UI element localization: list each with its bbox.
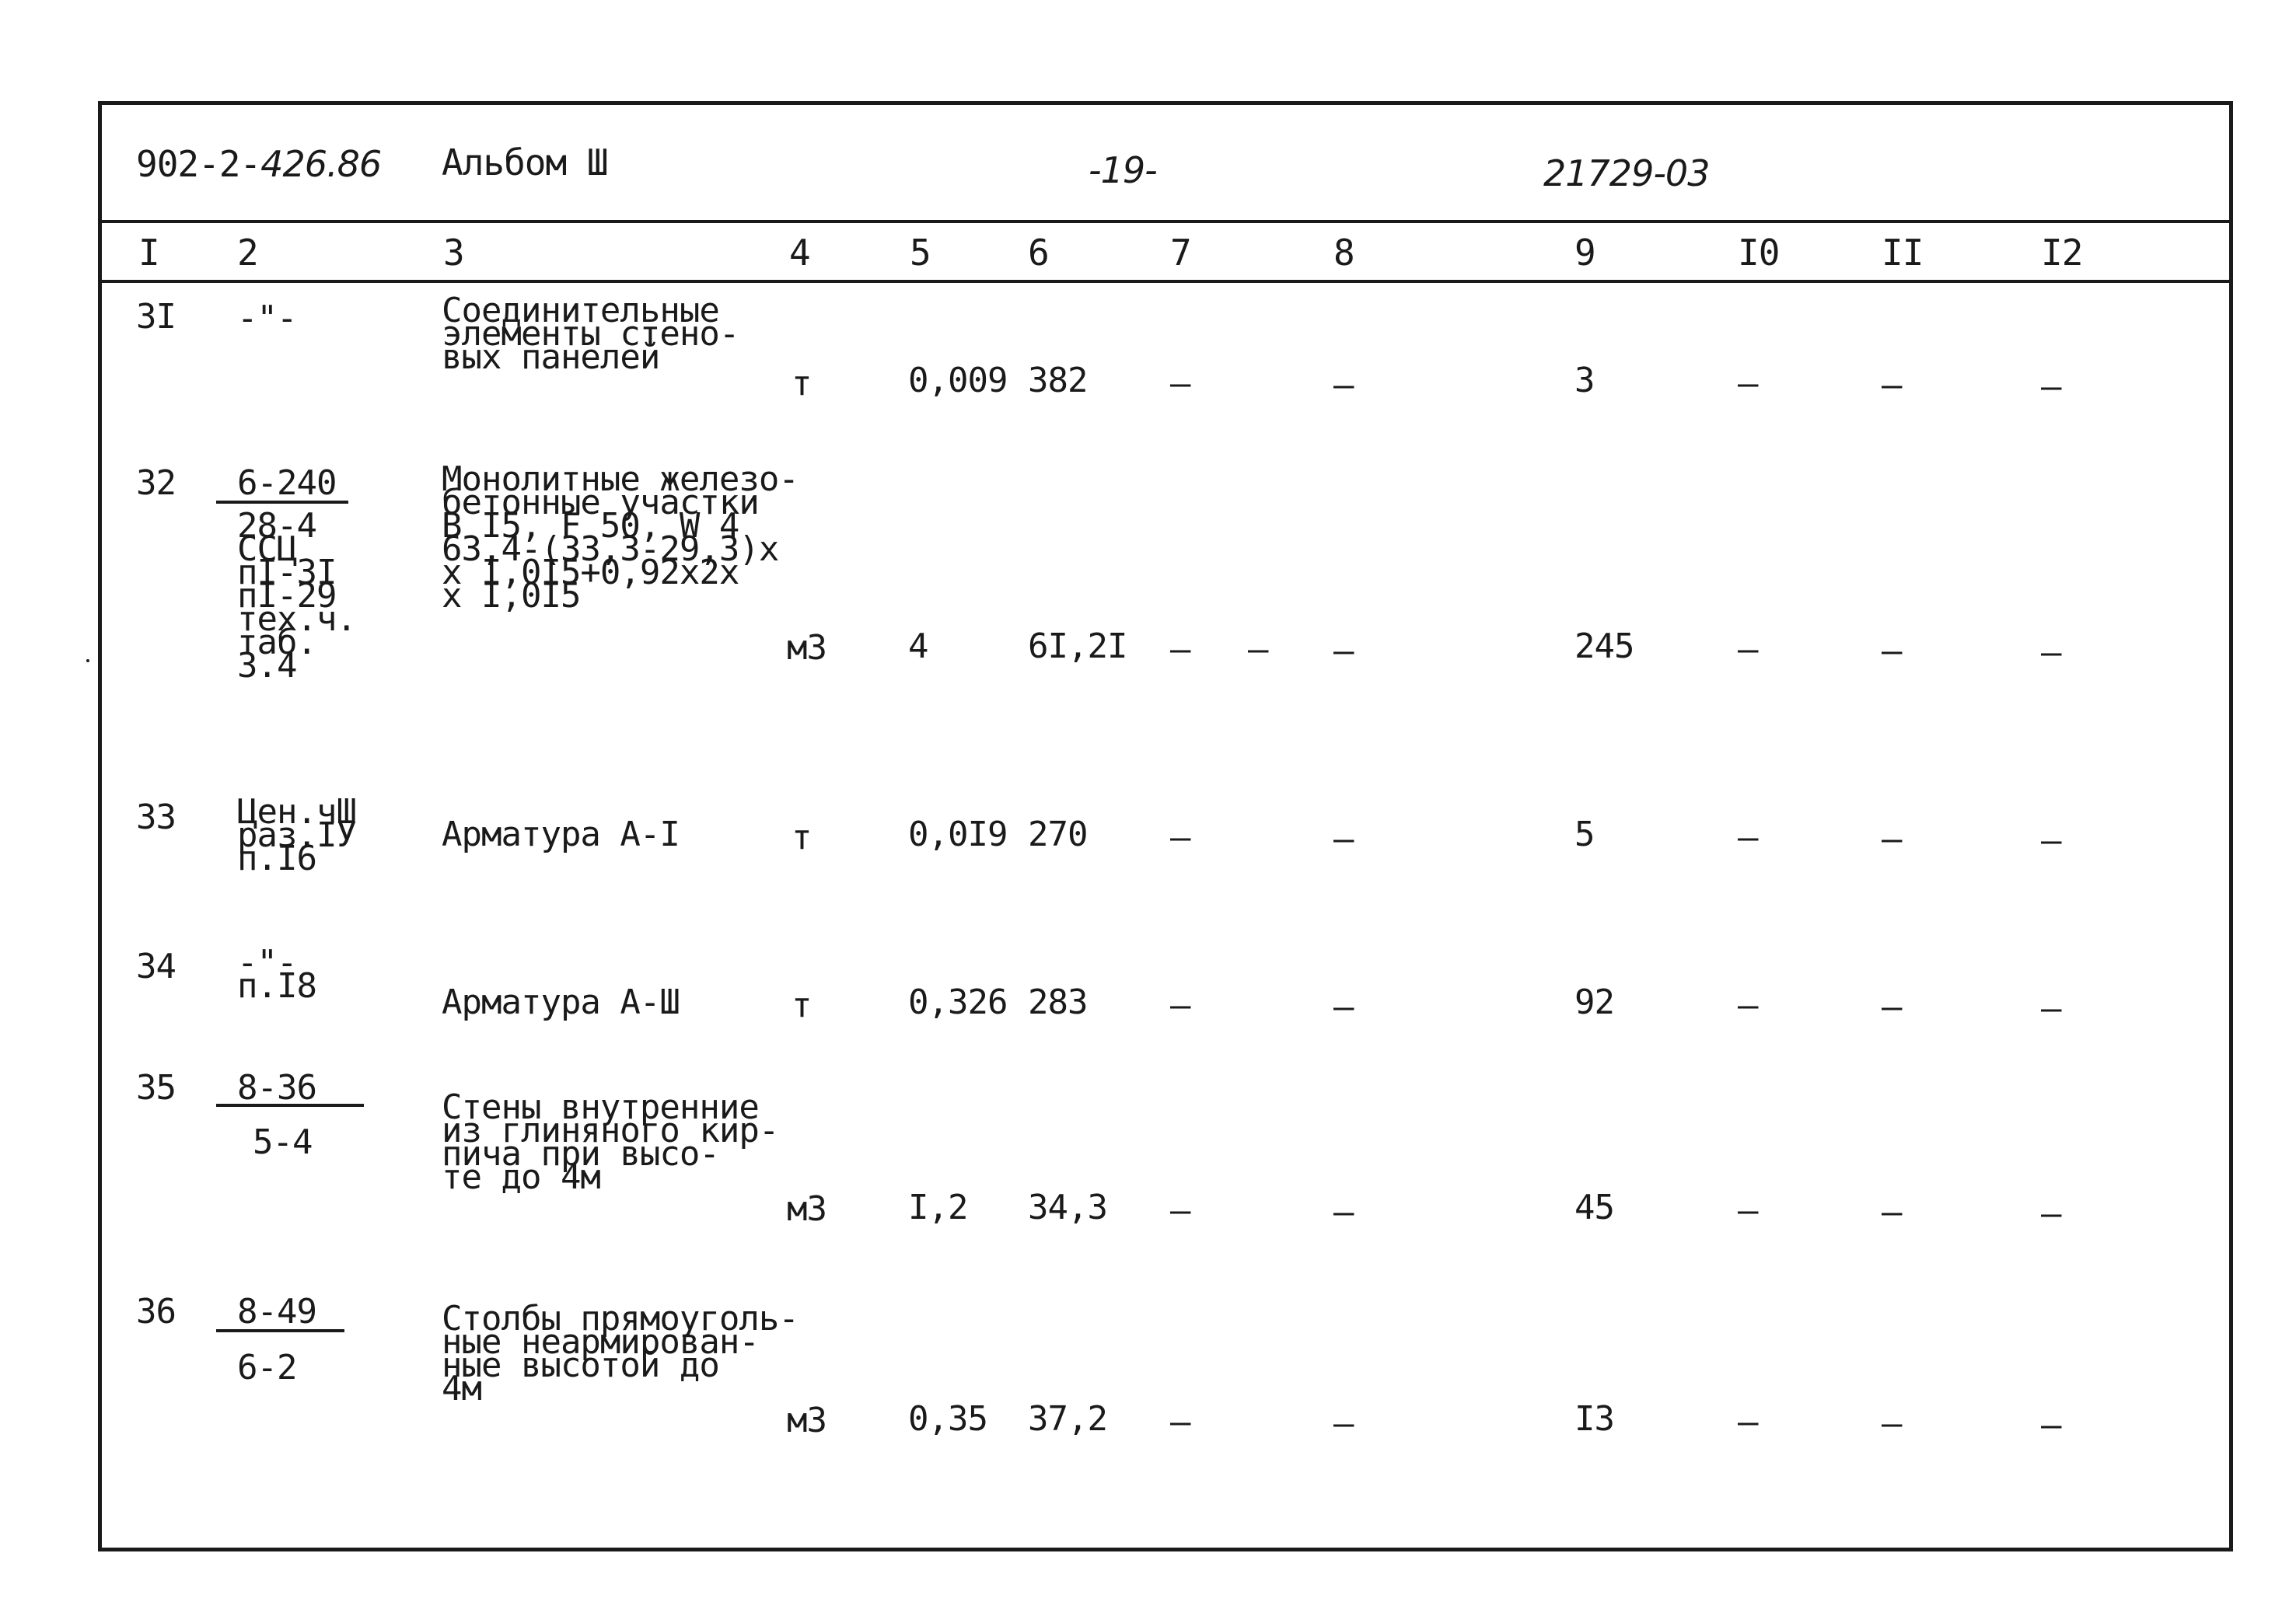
- row-col11: –: [1882, 631, 1902, 671]
- row-col8: –: [1333, 1192, 1354, 1232]
- row-code-numerator: 8-36: [237, 1068, 316, 1108]
- row-col10: –: [1738, 986, 1758, 1025]
- row-description: Монолитные железо- бетонные участки В I5, F 50, W 4 63,4-(33,3-29,3)х х I,0I5+0,92х2х х I,0I5: [442, 459, 799, 616]
- doc-code-prefix: 902-2-: [136, 143, 261, 185]
- row-number: 34: [136, 947, 176, 986]
- fraction-line: [216, 1104, 364, 1107]
- row-number: 33: [136, 798, 176, 837]
- row-col12: –: [2041, 1194, 2061, 1234]
- row-col8: –: [1333, 819, 1354, 859]
- fraction-line: [216, 1329, 344, 1332]
- row-col11: –: [1882, 365, 1902, 405]
- col-header-12: I2: [2041, 232, 2083, 274]
- doc-code: [136, 143, 382, 185]
- row-number: 3I: [136, 297, 176, 337]
- row-code-denominator: 6-2: [237, 1348, 297, 1387]
- row-price: 6I,2I: [1028, 627, 1127, 666]
- col-header-7: 7: [1170, 232, 1191, 274]
- row-col11: –: [1882, 1404, 1902, 1443]
- row-price: 270: [1028, 815, 1088, 854]
- row-description: Арматура А-I: [442, 815, 680, 854]
- row-code: Цен.чШ раз.IУ п.I6: [237, 792, 356, 878]
- row-col7: –: [1170, 364, 1190, 403]
- row-code-numerator: 8-49: [237, 1292, 316, 1332]
- row-price: 37,2: [1028, 1399, 1107, 1439]
- row-code: -"- п.I8: [237, 943, 316, 1006]
- row-quantity: 0,0I9: [908, 815, 1008, 854]
- col-header-6: 6: [1028, 232, 1049, 274]
- row-quantity: 0,326: [908, 983, 1008, 1022]
- row-unit: т: [792, 364, 812, 403]
- col-header-5: 5: [910, 232, 931, 274]
- row-unit: м3: [787, 1189, 826, 1229]
- row-col7: –: [1170, 1191, 1190, 1230]
- row-total: I3: [1574, 1399, 1614, 1439]
- row-col7: –: [1170, 630, 1190, 669]
- row-col7: –: [1170, 1402, 1190, 1442]
- row-description: Столбы прямоуголь- ные неармирован- ные высотой до 4м: [442, 1299, 799, 1408]
- col-header-10: I0: [1738, 232, 1780, 274]
- col-header-1: I: [138, 232, 159, 274]
- row-code-numerator: 6-240: [237, 463, 337, 503]
- row-col12: –: [2041, 821, 2061, 860]
- doc-code-hand: 426.86: [260, 143, 382, 185]
- col-header-9: 9: [1574, 232, 1595, 274]
- row-unit: м3: [787, 628, 826, 668]
- row-description: Арматура А-Ш: [442, 983, 680, 1022]
- row-col8: –: [1333, 365, 1354, 405]
- row-col8: –: [1333, 631, 1354, 671]
- row-price: 382: [1028, 361, 1088, 400]
- row-code-denominator: 5-4: [253, 1122, 313, 1162]
- row-number: 35: [136, 1068, 176, 1108]
- row-quantity: 4: [908, 627, 928, 666]
- col-header-8: 8: [1333, 232, 1354, 274]
- row-price: 283: [1028, 983, 1088, 1022]
- row-number: 36: [136, 1292, 176, 1332]
- column-header-rule: [102, 280, 2229, 283]
- row-col12: –: [2041, 633, 2061, 672]
- row-unit: м3: [787, 1401, 826, 1440]
- doc-number: 21729-03: [1543, 152, 1710, 194]
- row-col8: –: [1333, 987, 1354, 1027]
- row-col10: –: [1738, 1402, 1758, 1442]
- row-col12: –: [2041, 367, 2061, 407]
- row-total: 5: [1574, 815, 1595, 854]
- row-price: 34,3: [1028, 1188, 1107, 1227]
- row-total: 92: [1574, 983, 1614, 1022]
- col-header-2: 2: [237, 232, 258, 274]
- row-col11: –: [1882, 819, 1902, 859]
- header-rule: [102, 220, 2229, 223]
- row-unit: т: [792, 818, 812, 857]
- row-quantity: I,2: [908, 1188, 968, 1227]
- row-col7: –: [1170, 986, 1190, 1025]
- page-number: -19-: [1089, 149, 1157, 191]
- row-col11: –: [1882, 987, 1902, 1027]
- row-code: -"-: [237, 298, 297, 338]
- row-description: Стены внутренние из глиняного кир- пича при высо- те до 4м: [442, 1087, 779, 1197]
- row-total: 3: [1574, 361, 1595, 400]
- row-col10: –: [1738, 364, 1758, 403]
- row-col7: –: [1170, 818, 1190, 857]
- row-col12: –: [2041, 989, 2061, 1028]
- row-col10: –: [1738, 818, 1758, 857]
- row-quantity: 0,35: [908, 1399, 987, 1439]
- row-number: 32: [136, 463, 176, 503]
- row-total: 45: [1574, 1188, 1614, 1227]
- row-col8: –: [1333, 1404, 1354, 1443]
- fraction-line: [216, 501, 348, 504]
- row-code-denominator: 28-4 ССЦ пI-3I пI-29 тех.ч. таб. 3.4: [237, 506, 356, 686]
- row-unit: т: [792, 986, 812, 1025]
- row-col7b: –: [1248, 630, 1268, 669]
- row-col10: –: [1738, 1191, 1758, 1230]
- scan-speck: [86, 659, 89, 662]
- col-header-3: 3: [443, 232, 464, 274]
- row-description: Соединительные элементы стено- вых панелей: [442, 291, 739, 377]
- row-quantity: 0,009: [908, 361, 1008, 400]
- row-col12: –: [2041, 1405, 2061, 1445]
- document-frame: [98, 101, 2233, 1551]
- row-total: 245: [1574, 627, 1634, 666]
- album-label: Альбом Ш: [442, 141, 608, 183]
- col-header-4: 4: [789, 232, 810, 274]
- row-col10: –: [1738, 630, 1758, 669]
- col-header-11: II: [1882, 232, 1924, 274]
- row-col11: –: [1882, 1192, 1902, 1232]
